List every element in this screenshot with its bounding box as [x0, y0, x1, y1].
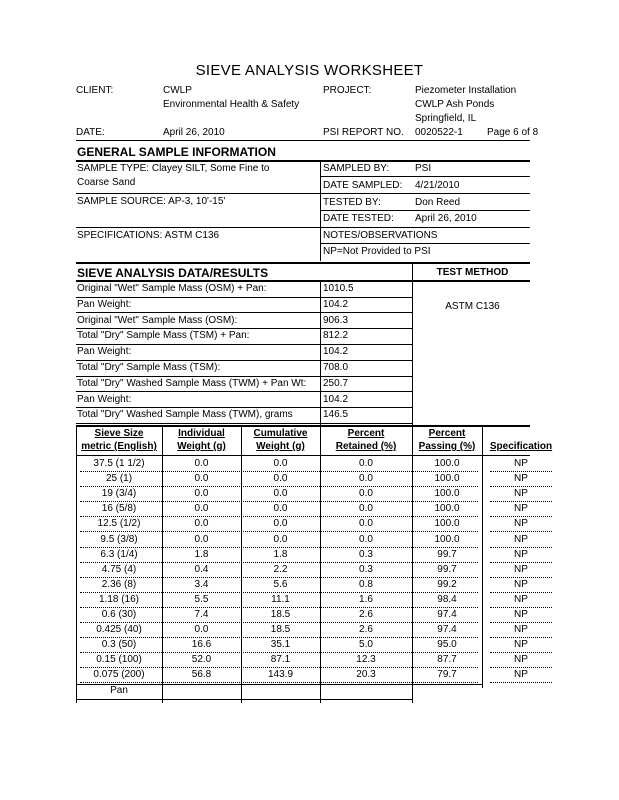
- column-header-sub: Specification: [489, 441, 553, 452]
- table-cell: 100.0: [434, 518, 460, 530]
- table-cell: 35.1: [270, 639, 291, 651]
- table-cell: 0.0: [273, 473, 288, 485]
- header-rule: [76, 455, 530, 456]
- row-rule: [80, 667, 478, 668]
- column-header-sub: Retained (%): [335, 441, 397, 452]
- sampled-by: PSI: [415, 163, 432, 174]
- column-header: Individual: [178, 428, 225, 439]
- table-cell: NP: [514, 639, 528, 651]
- column-header-sub: metric (English): [81, 441, 157, 452]
- rule: [320, 210, 530, 211]
- table-cell: NP: [514, 654, 528, 666]
- table-cell: 5.0: [359, 639, 373, 651]
- table-cell: 0.0: [194, 458, 209, 469]
- column-header-sub: Passing (%): [418, 441, 476, 452]
- header-divider: [76, 140, 530, 141]
- table-cell: 0.0: [194, 533, 209, 545]
- table-cell: 0.8: [359, 578, 373, 590]
- sieve-size: Pan: [110, 684, 128, 696]
- result-value: 708.0: [323, 362, 349, 373]
- table-cell: 0.0: [273, 458, 288, 469]
- rule: [320, 193, 530, 194]
- table-cell: NP: [514, 593, 528, 605]
- sample-type: SAMPLE TYPE: Clayey SILT, Some Fine to: [77, 163, 270, 174]
- date-value: April 26, 2010: [163, 127, 225, 138]
- tested-by-label: TESTED BY:: [323, 197, 381, 208]
- result-rule: [76, 344, 412, 345]
- table-cell: 2.6: [359, 624, 373, 636]
- table-cell: 95.0: [437, 639, 457, 651]
- project-city: Springfield, IL: [415, 113, 477, 124]
- table-cell: 5.5: [194, 593, 209, 605]
- result-rule: [76, 407, 412, 408]
- column-header-sub: Weight (g): [256, 441, 305, 452]
- date-sampled: 4/21/2010: [415, 180, 460, 191]
- sieve-size: 0.6 (30): [101, 609, 137, 620]
- result-label: Total "Dry" Sample Mass (TSM):: [77, 362, 221, 373]
- table-cell: NP: [514, 578, 528, 590]
- specifications: SPECIFICATIONS: ASTM C136: [77, 230, 220, 241]
- results-heading: SIEVE ANALYSIS DATA/RESULTS: [77, 266, 269, 280]
- sieve-size: 6.3 (1/4): [100, 548, 138, 560]
- result-value: 146.5: [323, 409, 349, 421]
- result-rule: [76, 360, 412, 361]
- table-cell: 56.8: [191, 669, 212, 681]
- result-value: 104.2: [323, 298, 349, 310]
- client-dept: Environmental Health & Safety: [163, 99, 300, 110]
- table-cell: 0.0: [273, 488, 288, 500]
- row-rule: [80, 577, 478, 578]
- sieve-size: 16 (5/8): [101, 503, 137, 515]
- sieve-size: 9.5 (3/8): [100, 533, 138, 545]
- sieve-size: 19 (3/4): [101, 488, 137, 500]
- date-sampled-label: DATE SAMPLED:: [323, 180, 403, 191]
- results-top-rule: [76, 262, 530, 264]
- table-cell: 18.5: [270, 624, 291, 636]
- page-number: Page 6 of 8: [487, 127, 539, 138]
- row-rule: [80, 562, 478, 563]
- row-rule: [80, 547, 478, 548]
- table-cell: 0.0: [359, 488, 373, 500]
- table-cell: 100.0: [434, 533, 460, 545]
- table-cell: 0.0: [359, 503, 373, 515]
- row-rule: [490, 562, 552, 563]
- results-divider: [320, 282, 321, 425]
- test-method-heading: TEST METHOD: [436, 267, 509, 278]
- table-cell: 11.1: [271, 593, 290, 605]
- row-rule: [80, 486, 478, 487]
- row-rule: [490, 547, 552, 548]
- table-cell: 100.0: [434, 488, 460, 500]
- general-rule: [76, 160, 530, 162]
- table-cell: 0.0: [273, 518, 288, 530]
- table-cell: 2.6: [359, 609, 373, 620]
- table-cell: 1.6: [359, 593, 373, 605]
- table-cell: 100.0: [434, 458, 460, 469]
- table-cell: 7.4: [194, 609, 209, 620]
- result-rule: [76, 297, 412, 298]
- table-cell: 0.3: [359, 563, 373, 575]
- sieve-size: 0.425 (40): [96, 624, 142, 636]
- result-label: Pan Weight:: [77, 346, 132, 358]
- test-method: ASTM C136: [445, 301, 500, 312]
- sieve-size: 12.5 (1/2): [97, 518, 141, 530]
- row-rule: [490, 667, 552, 668]
- table-cell: 87.7: [437, 654, 457, 666]
- result-label: Pan Weight:: [77, 393, 132, 405]
- rule: [76, 193, 320, 194]
- result-rule: [76, 391, 412, 392]
- result-rule: [76, 423, 412, 424]
- table-cell: 79.7: [437, 669, 457, 681]
- sampled-by-label: SAMPLED BY:: [323, 163, 390, 174]
- table-cell: 0.0: [194, 473, 209, 485]
- row-rule: [80, 501, 478, 502]
- date-tested: April 26, 2010: [415, 213, 477, 224]
- table-cell: 1.8: [273, 548, 288, 560]
- table-cell: NP: [514, 609, 528, 620]
- table-cell: NP: [514, 503, 528, 515]
- table-cell: NP: [514, 473, 528, 485]
- column-header: Percent: [347, 428, 385, 439]
- table-cell: 0.0: [273, 533, 288, 545]
- row-rule: [80, 652, 478, 653]
- row-rule: [490, 637, 552, 638]
- table-bottom: [76, 699, 412, 700]
- table-cell: NP: [514, 458, 528, 469]
- result-label: Pan Weight:: [77, 298, 132, 310]
- sieve-size: 0.075 (200): [93, 669, 145, 681]
- row-rule: [490, 531, 552, 532]
- row-rule: [80, 531, 478, 532]
- date-tested-label: DATE TESTED:: [323, 213, 394, 224]
- table-cell: 0.0: [194, 488, 209, 500]
- sieve-size: 25 (1): [105, 473, 133, 485]
- table-cell: NP: [514, 624, 528, 636]
- result-value: 812.2: [323, 330, 349, 342]
- rule: [320, 176, 530, 177]
- table-cell: 0.0: [359, 518, 373, 530]
- column-header-sub: Weight (g): [177, 441, 226, 452]
- sieve-size: 37.5 (1 1/2): [93, 458, 145, 469]
- sample-source: SAMPLE SOURCE: AP-3, 10'-15': [77, 196, 226, 207]
- notes-value: NP=Not Provided to PSI: [323, 246, 431, 257]
- result-rule: [76, 312, 412, 313]
- result-value: 104.2: [323, 393, 349, 405]
- table-cell: 0.0: [194, 503, 209, 515]
- table-cell: 143.9: [267, 669, 294, 681]
- sieve-size: 2.36 (8): [101, 578, 137, 590]
- rule: [320, 227, 530, 228]
- table-cell: 5.6: [273, 578, 288, 590]
- report-number: 0020522-1: [415, 127, 463, 138]
- date-label: DATE:: [76, 127, 105, 138]
- table-cell: 18.5: [270, 609, 291, 620]
- sample-type-cont: Coarse Sand: [77, 177, 136, 188]
- table-cell: 100.0: [434, 473, 460, 485]
- rule: [320, 243, 530, 244]
- table-cell: 0.0: [194, 518, 209, 530]
- row-rule: [490, 622, 552, 623]
- table-cell: NP: [514, 533, 528, 545]
- row-rule: [490, 516, 552, 517]
- table-cell: 0.4: [194, 563, 209, 575]
- column-header: Cumulative: [253, 428, 308, 439]
- row-rule: [490, 577, 552, 578]
- project-label: PROJECT:: [323, 85, 372, 96]
- row-rule: [80, 592, 478, 593]
- table-cell: 100.0: [434, 503, 460, 515]
- table-cell: NP: [514, 548, 528, 560]
- table-cell: 52.0: [191, 654, 212, 666]
- table-cell: 20.3: [356, 669, 376, 681]
- page-title: SIEVE ANALYSIS WORKSHEET: [195, 62, 424, 79]
- table-cell: 98.4: [437, 593, 457, 605]
- row-rule: [490, 607, 552, 608]
- row-rule: [490, 471, 552, 472]
- result-value: 1010.5: [323, 283, 354, 294]
- project-site: CWLP Ash Ponds: [415, 99, 495, 110]
- notes-label: NOTES/OBSERVATIONS: [323, 230, 438, 241]
- sieve-size: 0.15 (100): [96, 654, 142, 666]
- table-cell: 99.2: [437, 578, 457, 590]
- table-cell: 0.0: [273, 503, 288, 515]
- result-label: Total "Dry" Washed Sample Mass (TWM) + Pan Wt:: [77, 377, 307, 389]
- row-rule: [80, 637, 478, 638]
- result-rule: [76, 328, 412, 329]
- table-cell: 0.3: [359, 548, 373, 560]
- table-cell: NP: [514, 518, 528, 530]
- sieve-size: 4.75 (4): [101, 563, 137, 575]
- column-header: Percent: [428, 428, 466, 439]
- table-cell: NP: [514, 488, 528, 500]
- table-cell: 2.2: [273, 563, 288, 575]
- tested-by: Don Reed: [415, 197, 461, 208]
- general-heading: GENERAL SAMPLE INFORMATION: [77, 145, 276, 159]
- column-header: Sieve Size: [94, 428, 144, 439]
- table-cell: 87.1: [270, 654, 291, 666]
- method-divider: [412, 263, 413, 425]
- row-rule: [490, 652, 552, 653]
- table-cell: NP: [514, 563, 528, 575]
- row-rule: [490, 682, 552, 683]
- result-label: Total "Dry" Washed Sample Mass (TWM), grams: [77, 409, 293, 421]
- row-rule: [490, 486, 552, 487]
- table-cell: 16.6: [191, 639, 212, 651]
- row-rule: [80, 471, 478, 472]
- table-cell: 99.7: [437, 548, 457, 560]
- result-label: Original "Wet" Sample Mass (OSM):: [77, 314, 238, 326]
- table-cell: 97.4: [437, 609, 457, 620]
- result-value: 250.7: [323, 377, 349, 389]
- table-cell: 12.3: [356, 654, 376, 666]
- row-rule: [490, 592, 552, 593]
- pan-rule: [76, 684, 482, 685]
- table-cell: 0.0: [194, 624, 209, 636]
- result-label: Original "Wet" Sample Mass (OSM) + Pan:: [77, 283, 267, 294]
- result-rule: [76, 376, 412, 377]
- table-cell: 0.0: [359, 533, 373, 545]
- table-cell: 99.7: [437, 563, 457, 575]
- sieve-size: 1.18 (16): [98, 593, 140, 605]
- table-cell: 0.0: [359, 473, 373, 485]
- project-name: Piezometer Installation: [415, 85, 517, 96]
- result-value: 104.2: [323, 346, 349, 358]
- results-rule: [76, 280, 530, 282]
- table-cell: NP: [514, 669, 528, 681]
- row-rule: [490, 501, 552, 502]
- sieve-table-top: [76, 425, 530, 427]
- row-rule: [80, 622, 478, 623]
- client-label: CLIENT:: [76, 85, 114, 96]
- report-label: PSI REPORT NO.: [323, 127, 404, 138]
- sieve-size: 0.3 (50): [101, 639, 137, 651]
- rule: [76, 227, 320, 228]
- table-cell: 1.8: [194, 548, 209, 560]
- client-name: CWLP: [163, 85, 192, 96]
- table-cell: 0.0: [359, 458, 373, 469]
- table-cell: 3.4: [194, 578, 209, 590]
- row-rule: [80, 516, 478, 517]
- row-rule: [80, 607, 478, 608]
- result-value: 906.3: [323, 314, 349, 326]
- table-cell: 97.4: [437, 624, 457, 636]
- result-label: Total "Dry" Sample Mass (TSM) + Pan:: [77, 330, 250, 342]
